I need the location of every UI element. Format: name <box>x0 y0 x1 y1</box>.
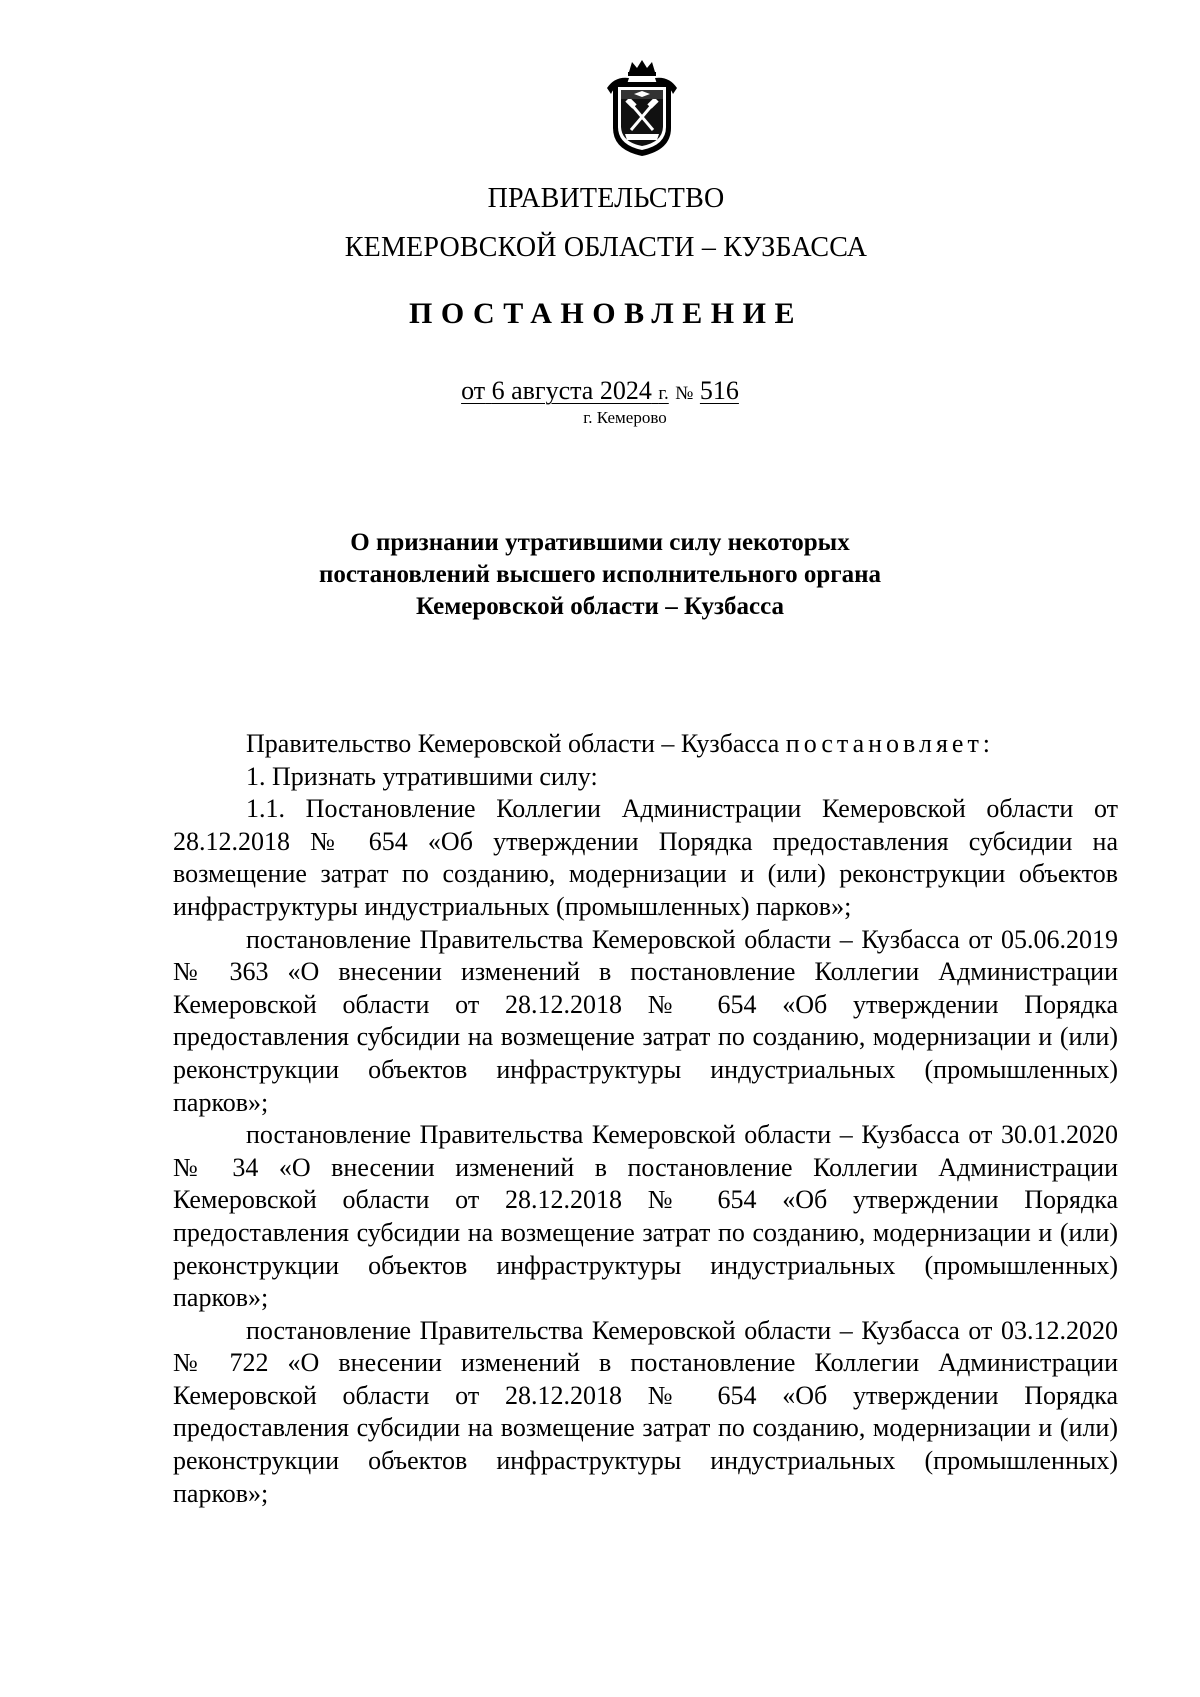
city: г. Кемерово <box>583 408 667 427</box>
item-1-1: 1.1. Постановление Коллегии Администрации Кемеровской области от 28.12.2018 № 654 «Об утверждении Порядка предоставления субсидии на возмещение затрат по созданию, модернизации и (или) реконструкции объектов инфраструктуры индустриальных (промышленных) парков»; <box>173 794 1118 921</box>
coat-of-arms-icon <box>601 58 683 158</box>
date-number-line <box>0 376 1200 409</box>
document-title <box>200 527 1000 623</box>
item-1: 1. Признать утратившими силу: <box>246 761 598 791</box>
item-resolution-722: постановление Правительства Кемеровской области – Кузбасса от 03.12.2020 № 722 «О внесении изменений в постановление Коллегии Администрации Кемеровской области от 28.12.2018 № 654 «Об утверждении Порядка предоставления субсидии на возмещение затрат по созданию, модернизации и (или) реконструкции объектов инфраструктуры индустриальных (промышленных) парков»; <box>173 1315 1118 1508</box>
organization-name-line1: ПРАВИТЕЛЬСТВО <box>487 183 725 214</box>
intro-paragraph <box>173 728 1118 761</box>
document-date: 6 августа 2024 <box>491 376 652 405</box>
item-resolution-363: постановление Правительства Кемеровской области – Кузбасса от 05.06.2019 № 363 «О внесении изменений в постановление Коллегии Администрации Кемеровской области от 28.12.2018 № 654 «Об утверждении Порядка предоставления субсидии на возмещение затрат по созданию, модернизации и (или) реконструкции объектов инфраструктуры индустриальных (промышленных) парков»; <box>173 924 1118 1117</box>
document-type: ПОСТАНОВЛЕНИЕ <box>409 297 803 330</box>
item-resolution-34: постановление Правительства Кемеровской области – Кузбасса от 30.01.2020 № 34 «О внесении изменений в постановление Коллегии Администрации Кемеровской области от 28.12.2018 № 654 «Об утверждении Порядка предоставления субсидии на возмещение затрат по созданию, модернизации и (или) реконструкции объектов инфраструктуры индустриальных (промышленных) парков»; <box>173 1120 1118 1313</box>
title-line: Кемеровской области – Кузбасса <box>415 593 785 620</box>
title-line: постановлений высшего исполнительного органа <box>319 561 881 588</box>
year-suffix: г. <box>658 383 669 404</box>
organization-name-line2: КЕМЕРОВСКОЙ ОБЛАСТИ – КУЗБАССА <box>344 232 868 263</box>
intro-text: Правительство Кемеровской области – Кузбасса <box>246 729 786 758</box>
number-sign: № <box>675 383 694 404</box>
title-line: О признании утратившими силу некоторых <box>350 529 850 556</box>
intro-verb: постановляет: <box>785 729 995 758</box>
date-prefix: от <box>461 376 486 405</box>
document-body <box>173 728 1118 1510</box>
document-number: 516 <box>699 376 739 405</box>
